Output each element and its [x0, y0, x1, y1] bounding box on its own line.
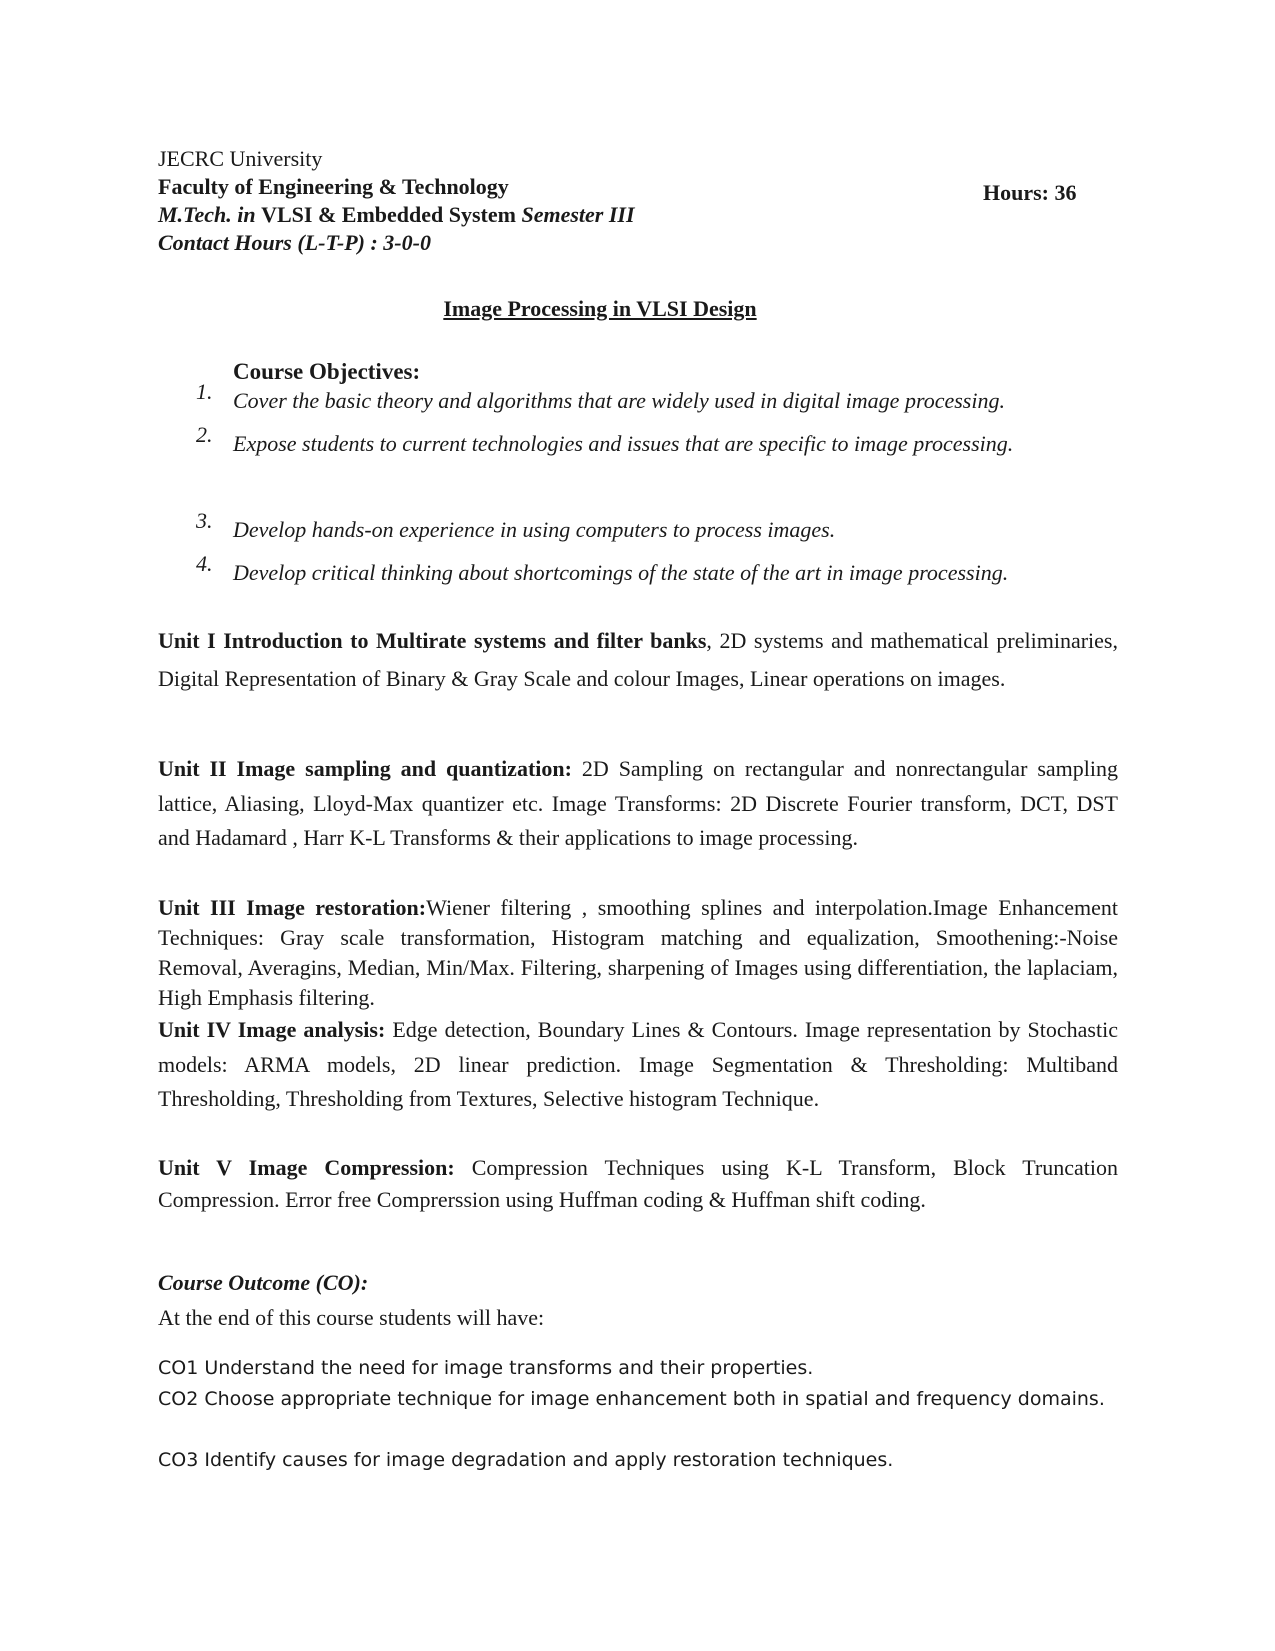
university-name: JECRC University — [158, 146, 323, 171]
outcome-item: CO2 Choose appropriate technique for image enhancement both in spatial and frequency domains. — [158, 1388, 1105, 1410]
objective-text: Expose students to current technologies and issues that are specific to image processing. — [233, 431, 1014, 456]
unit-1 — [158, 622, 1118, 698]
hours-label: Hours: 36 — [983, 180, 1077, 205]
objective-item — [196, 379, 1118, 422]
contact-hours: Contact Hours (L-T-P) : 3-0-0 — [158, 230, 431, 255]
objective-item — [196, 422, 1118, 465]
unit-title: Unit V Image Compression: — [158, 1155, 455, 1180]
objective-item — [196, 551, 1118, 594]
objectives-heading: Course Objectives: — [233, 359, 421, 384]
objective-item — [196, 508, 1118, 551]
objective-text: Cover the basic theory and algorithms that are widely used in digital image processing. — [233, 388, 1005, 413]
unit-5 — [158, 1152, 1118, 1216]
outcome-item: CO1 Understand the need for image transforms and their properties. — [158, 1357, 814, 1379]
objective-number: 2. — [196, 422, 213, 447]
outcome-item: CO3 Identify causes for image degradation and apply restoration techniques. — [158, 1449, 894, 1471]
objective-number: 4. — [196, 551, 213, 576]
unit-title: Unit II Image sampling and quantization: — [158, 756, 572, 781]
semester: Semester III — [521, 202, 635, 227]
outcomes-heading: Course Outcome (CO): — [158, 1270, 369, 1295]
unit-2 — [158, 752, 1118, 856]
unit-body: Compression Techniques using K-L Transform, Block Truncation Compression. Error free Comprerssion using Huffman coding & Huffman shift coding. — [158, 1155, 1118, 1212]
unit-body: , 2D systems and mathematical preliminaries, Digital Representation of Binary & Gray Scale and colour Images, Linear operations on images. — [158, 628, 1118, 691]
objective-number: 3. — [196, 508, 213, 533]
outcomes-intro: At the end of this course students will have: — [158, 1305, 545, 1330]
program-name: VLSI & Embedded System — [261, 202, 516, 227]
objective-text: Develop critical thinking about shortcomings of the state of the art in image processing. — [233, 560, 1009, 585]
header-block — [158, 145, 1118, 257]
unit-title: Unit I Introduction to Multirate systems and filter banks — [158, 628, 707, 653]
unit-3 — [158, 893, 1118, 1013]
unit-title: Unit IV Image analysis: — [158, 1017, 386, 1042]
faculty-name: Faculty of Engineering & Technology — [158, 174, 509, 199]
program-line — [158, 201, 1118, 229]
unit-body: 2D Sampling on rectangular and nonrectangular sampling lattice, Aliasing, Lloyd-Max quantizer etc. Image Transforms: 2D Discrete Fourier transform, DCT, DST and Hadamard , Harr K-L Transforms & their applications to image processing. — [158, 756, 1118, 850]
unit-title: Unit III Image restoration: — [158, 895, 427, 920]
objective-text: Develop hands-on experience in using computers to process images. — [233, 517, 836, 542]
course-title: Image Processing in VLSI Design — [443, 296, 757, 321]
objective-number: 1. — [196, 379, 213, 404]
unit-4 — [158, 1013, 1118, 1117]
unit-body: Wiener filtering , smoothing splines and interpolation.Image Enhancement Techniques: Gray scale transformation, Histogram matching and equalization, Smoothening:-Noise Removal, Averagins, Median, Min/Max. Filtering, sharpening of Images using differentiation, the laplaciam, High Emphasis filtering. — [158, 895, 1118, 1010]
unit-body: Edge detection, Boundary Lines & Contours. Image representation by Stochastic models: ARMA models, 2D linear prediction. Image Segmentation & Thresholding: Multiband Thresholding, Thresholding from Textures, Selective histogram Technique. — [158, 1017, 1118, 1111]
program-prefix: M.Tech. in — [158, 202, 256, 227]
